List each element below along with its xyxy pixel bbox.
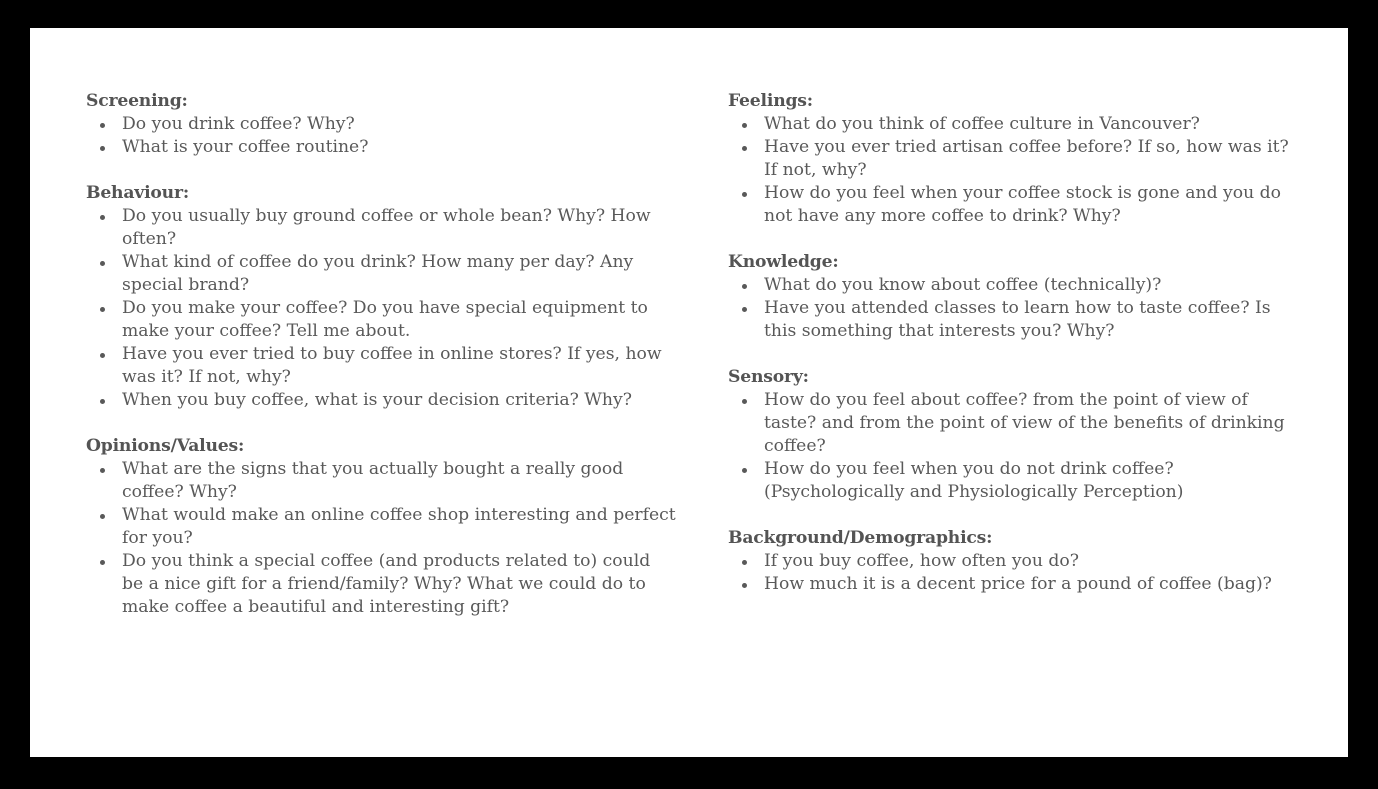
section-sensory	[728, 366, 1303, 504]
question-list	[728, 274, 1303, 343]
question-list	[728, 113, 1303, 228]
section-heading: Knowledge:	[728, 252, 839, 272]
question-item: What do you know about coffee (technically)?	[764, 274, 1303, 297]
section-knowledge	[728, 251, 1303, 343]
question-item: How much it is a decent price for a pound of coffee (bag)?	[764, 573, 1303, 596]
section-opinions-values	[86, 435, 676, 619]
question-item: Do you think a special coffee (and products related to) could be a nice gift for a friend/family? Why? What we could do to make coffee a beautiful and interesting gift?	[122, 550, 676, 619]
section-heading: Screening:	[86, 91, 188, 111]
section-heading: Behaviour:	[86, 183, 189, 203]
section-heading: Sensory:	[728, 367, 809, 387]
question-list	[728, 389, 1303, 504]
question-list	[86, 458, 676, 619]
right-column	[728, 90, 1303, 619]
question-item: What would make an online coffee shop interesting and perfect for you?	[122, 505, 676, 548]
question-item: What are the signs that you actually bought a really good coffee? Why?	[122, 458, 676, 504]
question-item: Have you ever tried artisan coffee before? If so, how was it? If not, why?	[764, 136, 1303, 182]
question-item: When you buy coffee, what is your decision criteria? Why?	[122, 389, 676, 412]
question-list	[86, 113, 676, 159]
question-item: What do you think of coffee culture in Vancouver?	[764, 113, 1303, 136]
question-item: Do you drink coffee? Why?	[122, 113, 676, 136]
question-list	[728, 550, 1303, 596]
section-heading: Opinions/Values:	[86, 436, 245, 456]
question-item: How do you feel about coffee? from the point of view of taste? and from the point of view of the benefits of drinking coffee?	[764, 389, 1303, 458]
question-list	[86, 205, 676, 412]
question-item: What is your coffee routine?	[122, 136, 676, 159]
slide	[30, 28, 1348, 757]
question-item: If you buy coffee, how often you do?	[764, 550, 1303, 573]
section-screening	[86, 90, 676, 159]
question-item: Do you usually buy ground coffee or whole bean? Why? How often?	[122, 205, 676, 251]
left-column	[86, 90, 676, 642]
section-heading: Background/Demographics:	[728, 528, 993, 548]
section-background-demographics	[728, 527, 1303, 596]
question-item: How do you feel when your coffee stock is gone and you do not have any more coffee to drink? Why?	[764, 182, 1303, 228]
question-item: Have you ever tried to buy coffee in online stores? If yes, how was it? If not, why?	[122, 343, 676, 389]
section-feelings	[728, 90, 1303, 228]
section-behaviour	[86, 182, 676, 412]
question-item: Do you make your coffee? Do you have special equipment to make your coffee? Tell me about.	[122, 297, 676, 343]
section-heading: Feelings:	[728, 91, 813, 111]
question-item: How do you feel when you do not drink coffee? (Psychologically and Physiologically Perception)	[764, 458, 1303, 504]
question-item: Have you attended classes to learn how to taste coffee? Is this something that interests you? Why?	[764, 297, 1303, 343]
question-item: What kind of coffee do you drink? How many per day? Any special brand?	[122, 251, 676, 297]
